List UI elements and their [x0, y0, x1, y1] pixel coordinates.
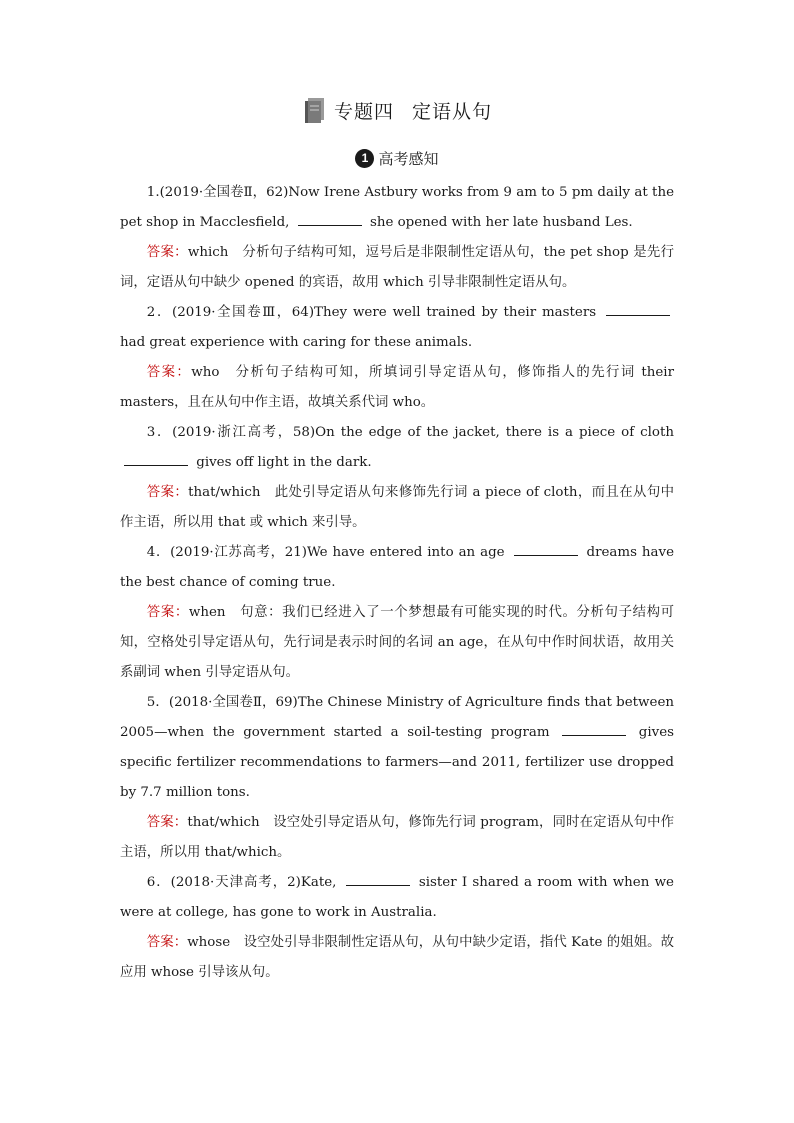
answer-text: 答案：which 分析句子结构可知，逗号后是非限制性定语从句，the pet shop 是先行词，定语从句中缺少 opened 的宾语，故用 which 引导非限制性定语从句。 [120, 245, 675, 290]
question-item [120, 538, 674, 688]
answer-blank [124, 453, 188, 466]
answer-blank [514, 543, 578, 556]
answer-label: 答案： [146, 815, 188, 830]
question-item [120, 298, 674, 418]
title-row [0, 96, 794, 136]
answer-label: 答案： [146, 605, 189, 620]
question-text: 3．(2019·浙江高考，58)On the edge of the jacket, there is a piece of cloth gives off light in the dark. [120, 418, 674, 478]
answer-text: 答案：that/which 设空处引导定语从句，修饰先行词 program，同时在定语从句中作主语，所以用 that/which。 [120, 815, 674, 860]
answer-label: 答案： [146, 365, 192, 380]
answer-text: 答案：who 分析句子结构可知，所填词引导定语从句，修饰指人的先行词 their masters，且在从句中作主语，故填关系代词 who。 [120, 365, 674, 410]
answer-text: 答案：when 句意：我们已经进入了一个梦想最有可能实现的时代。分析句子结构可知，空格处引导定语从句，先行词是表示时间的名词 an age，在从句中作时间状语，故用关系副词 when 引导定语从句。 [120, 605, 675, 680]
answer-blank [346, 873, 410, 886]
answer-blank [298, 213, 362, 226]
question-item [120, 178, 674, 298]
answer-text: 答案：whose 设空处引导非限制性定语从句，从句中缺少定语，指代 Kate 的姐姐。故应用 whose 引导该从句。 [120, 935, 675, 980]
section-label: 高考感知 [378, 149, 439, 168]
question-text: 2．(2019·全国卷Ⅲ，64)They were well trained by their masters had great experience with caring for these animals. [120, 298, 674, 358]
question-item [120, 868, 674, 988]
question-item [120, 418, 674, 538]
question-item [120, 688, 674, 868]
question-text: 6．(2018·天津高考，2)Kate, sister I shared a room with when we were at college, has gone to work in Australia. [120, 875, 674, 920]
answer-blank [562, 723, 626, 736]
page-title: 专题四 [333, 100, 394, 123]
question-text: 5．(2018·全国卷Ⅱ，69)The Chinese Ministry of Agriculture finds that between 2005—when the government started a soil-testing program gives specific fertilizer recommendations to farmers—and 2011, fertilizer use dropped by 7.7 million tons. [120, 695, 674, 800]
answer-text: 答案：that/which 此处引导定语从句来修饰先行词 a piece of cloth，而且在从句中作主语，所以用 that 或 which 来引导。 [120, 485, 675, 530]
answer-label: 答案： [146, 935, 188, 950]
question-text: 1.(2019·全国卷Ⅱ，62)Now Irene Astbury works from 9 am to 5 pm daily at the pet shop in Macclesfield, she opened with her late husband Les. [120, 185, 674, 230]
question-list [120, 178, 674, 988]
section-number-badge: 1 [355, 149, 374, 168]
answer-blank [606, 303, 670, 316]
page-subtitle: 定语从句 [412, 100, 493, 123]
section-heading [0, 147, 794, 169]
question-text: 4．(2019·江苏高考，21)We have entered into an age dreams have the best chance of coming true. [120, 545, 675, 590]
answer-label: 答案： [146, 245, 188, 260]
book-icon [302, 96, 326, 124]
answer-label: 答案： [146, 485, 189, 500]
